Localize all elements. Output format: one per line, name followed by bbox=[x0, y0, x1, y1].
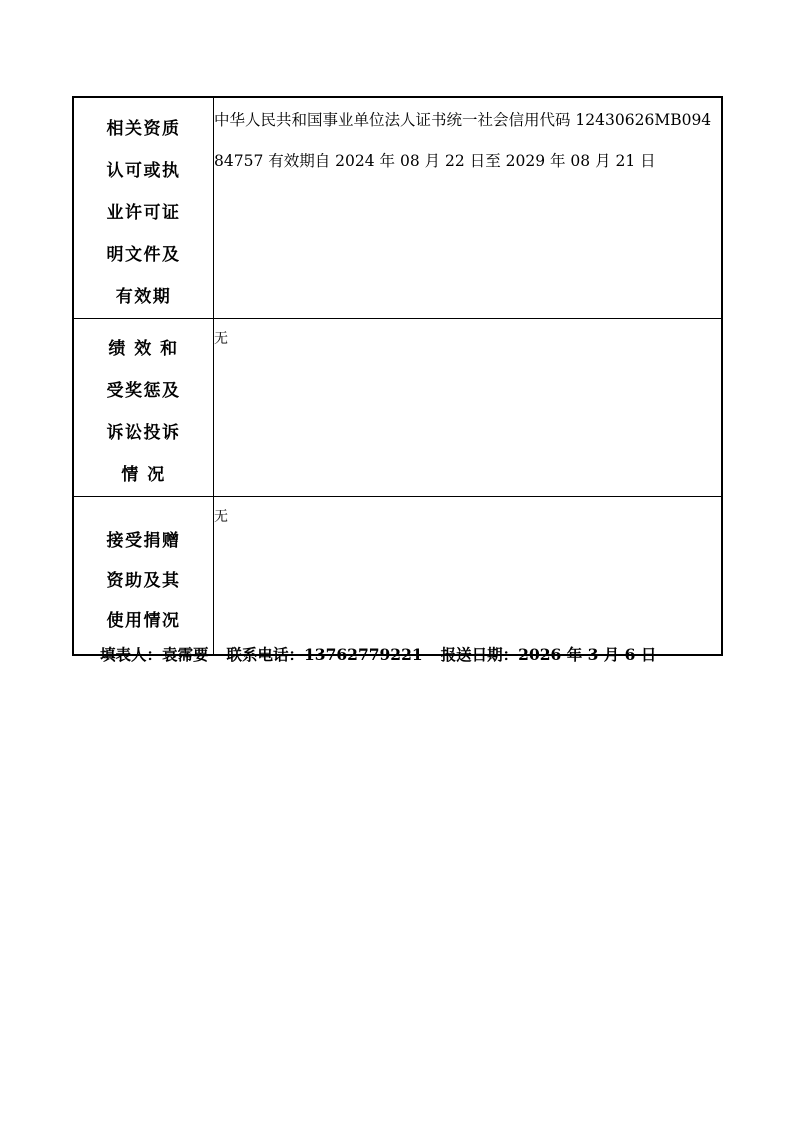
qualification-text: 中华人民共和国事业单位法人证书统一社会信用代码 12430626MB09484757 有效期自 2024 年 08 月 22 日至 2029 年 08 月 21 日 bbox=[214, 111, 712, 170]
row-label-performance bbox=[73, 319, 214, 497]
row-content-qualification bbox=[214, 97, 723, 319]
label-line: 受奖惩及 bbox=[106, 381, 181, 401]
label-line: 诉讼投诉 bbox=[106, 423, 181, 443]
donations-text: 无 bbox=[214, 509, 228, 525]
row-content-donations bbox=[214, 497, 723, 655]
row-label-donations bbox=[73, 497, 214, 655]
label-line: 使用情况 bbox=[106, 611, 181, 631]
label-line: 资助及其 bbox=[106, 571, 181, 591]
label-line: 有效期 bbox=[115, 287, 172, 307]
contact-phone: 联系电话：13762779221 bbox=[226, 645, 423, 664]
table-row-qualification bbox=[73, 97, 722, 319]
label-line: 接受捐赠 bbox=[106, 531, 181, 551]
info-table bbox=[72, 96, 723, 656]
label-line: 绩 效 和 bbox=[108, 339, 179, 359]
row-content-performance bbox=[214, 319, 723, 497]
row-label-qualification bbox=[73, 97, 214, 319]
label-line: 相关资质 bbox=[106, 119, 181, 139]
label-line: 认可或执 bbox=[106, 161, 181, 181]
filler-name: 填表人：袁霈要 bbox=[100, 645, 209, 664]
table-row-performance bbox=[73, 319, 722, 497]
performance-text: 无 bbox=[214, 331, 228, 347]
label-line: 业许可证 bbox=[106, 203, 181, 223]
label-line: 情 况 bbox=[121, 465, 166, 485]
form-footer bbox=[100, 643, 656, 665]
label-line: 明文件及 bbox=[106, 245, 181, 265]
submission-date: 报送日期：2026 年 3 月 6 日 bbox=[440, 645, 657, 664]
table-row-donations bbox=[73, 497, 722, 655]
